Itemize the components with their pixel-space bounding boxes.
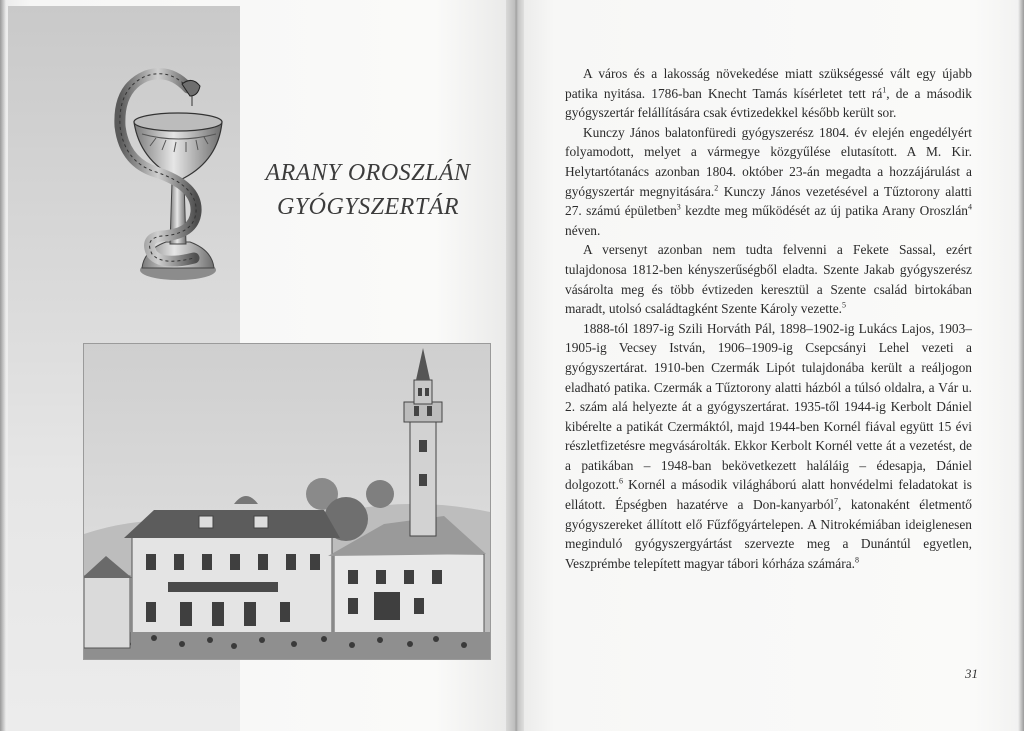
paragraph-text: Kunczy János balatonfüredi gyógyszerész 1804. év elején engedélyért folyamodott, melyet a vármegye közgyűlése elutasított. A M. Kir. Helytartótanács azonban 1804. október 23-án megadta a hozzájárulást a gyógyszertár megnyitására.: [565, 124, 972, 199]
footnote-marker: 3: [676, 202, 681, 212]
footnote-marker: 5: [842, 300, 847, 310]
paragraph-text: , katonaként életmentő gyógyszereket állított elő Fűzfőgyártelepen. A Nitrokémiában ideiglenesen meginduló gyógyszergyártást szervezte meg a Dunántúl egyetlen, Veszprémbe telepített magyar tábori kórháza számára.: [565, 497, 972, 571]
paragraph-text: , de a második gyógyszertár felállítására csak évtizedekkel később került sor.: [565, 85, 972, 121]
footnote-marker: 8: [855, 555, 859, 565]
page-title: [248, 156, 488, 224]
title-line-2: GYÓGYSZERTÁR: [276, 194, 460, 220]
footnote-marker: 2: [714, 183, 719, 193]
paragraph-text: A versenyt azonban nem tudta felvenni a Fekete Sassal, ezért tulajdonosa 1812-ben kényszerűségből eladta. Szente Jakab gyógyszerész vásárolta meg és több évtizeden keresztül a Szente család birtokában maradt, utolsó családtagként Szente Károly vezette.: [565, 242, 972, 317]
paragraph-text: 1888-tól 1897-ig Szili Horváth Pál, 1898–1902-ig Lukács Lajos, 1903–1905-ig Vecsey István, 1906–1909-ig Csepcsányi Lehel vezeti a gyógyszertárat. 1910-ben Czermák Lipót tulajdonába került a reáljogon eladható patika. Czermák a Tűztorony alatti házból a túlsó oldalra, a Vár u. 2. szám alá helyezte át a gyógyszertárat. 1935-től 1944-ig Kerbolt Dániel kibérelte a patikát Czermáktól, majd 1944-ben Kornél fiával együtt 15 évi részletfizetésre megvásárolták. Ekkor Kerbolt Kornél vette át a vezetést, de a patikában – 1948-ban bekövetkezett haláláig – édesapja, Dániel dolgozott.: [565, 320, 972, 493]
footnote-marker: 1: [882, 85, 887, 95]
book-gutter: [506, 0, 526, 731]
town-square-engraving: [83, 343, 491, 660]
paragraph-text: Kunczy János vezetésével a Tűztorony alatti 27. számú épületben: [565, 183, 973, 219]
title-line-1: ARANY OROSZLÁN: [265, 160, 471, 186]
footnote-marker: 4: [967, 202, 972, 212]
paragraph-text: A város és a lakosság növekedése miatt szükségessé vált egy újabb patika nyitása. 1786-ban Knecht Tamás kísérletet tett rá: [565, 66, 972, 101]
article-body: [565, 64, 972, 573]
paragraph-text: kezdte meg működését az új patika Arany Oroszlán: [680, 203, 968, 219]
paragraph-text: Kornél a második világháború alatt honvédelmi feladatokat is ellátott. Épségben hazatérve a Don-kanyarból: [565, 477, 972, 513]
page-number: 31: [965, 666, 978, 681]
body-paragraph: [565, 319, 972, 574]
body-paragraph: [565, 64, 972, 123]
footnote-marker: 7: [834, 496, 839, 506]
right-edge-shadow: [1018, 0, 1024, 731]
footnote-marker: 6: [618, 477, 623, 486]
snake-bowl-icon: [100, 62, 240, 287]
body-paragraph: [565, 240, 972, 318]
left-edge-shadow: [0, 0, 6, 731]
paragraph-text: néven.: [565, 222, 601, 238]
body-paragraph: [565, 123, 972, 241]
